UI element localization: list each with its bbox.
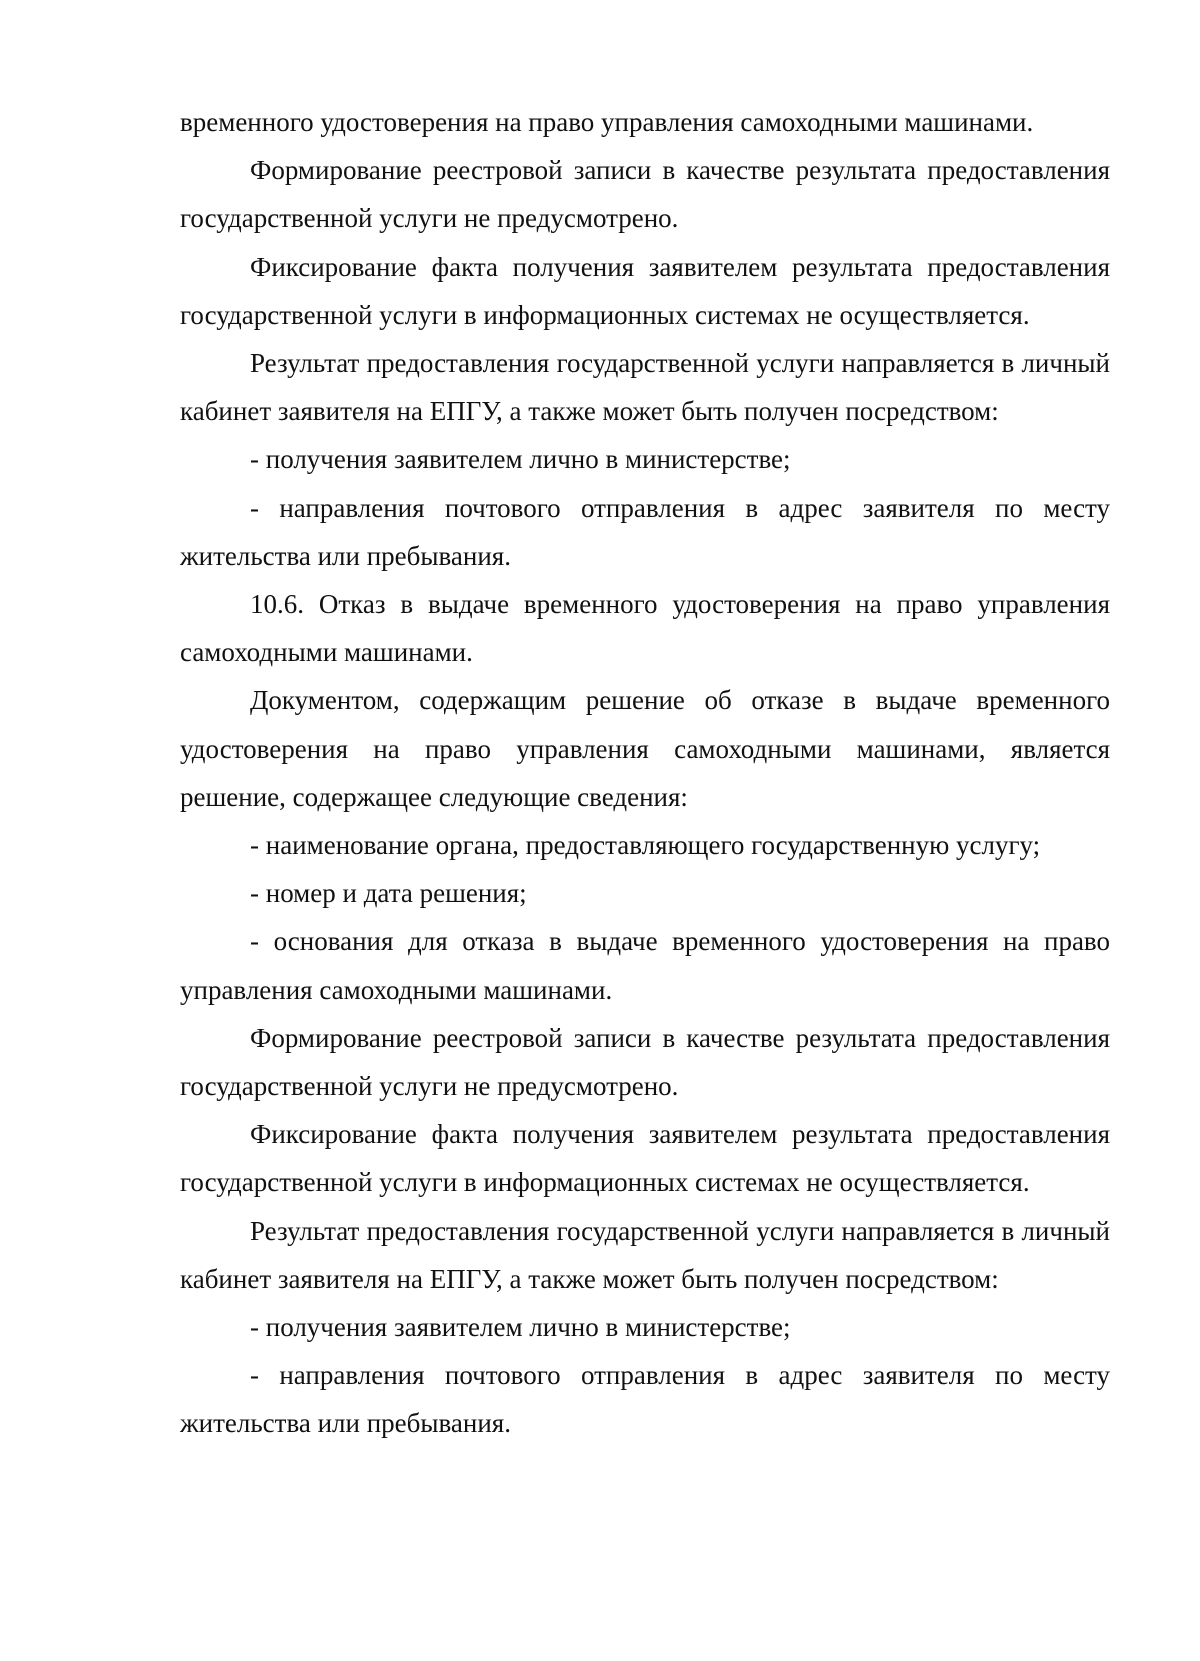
paragraph-result-delivery-1: Результат предоставления государственной услуги направляется в личный кабинет заявителя на ЕПГУ, а также может быть получен посредством: [180, 348, 1110, 427]
paragraph-registry-record-2: Формирование реестровой записи в качестве результата предоставления государственной услуги не предусмотрено. [180, 1022, 1110, 1102]
section-heading-10-6: 10.6. Отказ в выдаче временного удостоверения на право управления самоходными машинами. [180, 589, 1110, 668]
paragraph-fixation-2: Фиксирование факта получения заявителем результата предоставления государственной услуги в информационных системах не осуществляется. [180, 1119, 1110, 1198]
list-item-postal-2: - направления почтового отправления в адрес заявителя по месту жительства или пребывания. [180, 1360, 1110, 1439]
list-item-in-person-2: - получения заявителем лично в министерстве; [250, 1312, 791, 1343]
list-item-in-person-1: - получения заявителем лично в министерстве; [250, 444, 791, 475]
list-item-postal-1: - направления почтового отправления в адрес заявителя по месту жительства или пребывания. [180, 492, 1110, 571]
paragraph-fixation-1: Фиксирование факта получения заявителем результата предоставления государственной услуги в информационных системах не осуществляется. [180, 251, 1110, 330]
document-body [180, 98, 1110, 1448]
paragraph-continuation: временного удостоверения на право управления самоходными машинами. [180, 107, 1034, 137]
paragraph-result-delivery-2: Результат предоставления государственной услуги направляется в личный кабинет заявителя на ЕПГУ, а также может быть получен посредством: [180, 1215, 1110, 1294]
list-item-refusal-grounds: - основания для отказа в выдаче временного удостоверения на право управления самоходными машинами. [180, 926, 1110, 1005]
list-item-decision-number-date: - номер и дата решения; [250, 878, 527, 909]
paragraph-refusal-decision: Документом, содержащим решение об отказе в выдаче временного удостоверения на право управления самоходными машинами, является решение, содержащее следующие сведения: [180, 685, 1110, 812]
paragraph-registry-record-1: Формирование реестровой записи в качестве результата предоставления государственной услуги не предусмотрено. [180, 155, 1110, 234]
list-item-authority-name: - наименование органа, предоставляющего государственную услугу; [250, 830, 1041, 861]
